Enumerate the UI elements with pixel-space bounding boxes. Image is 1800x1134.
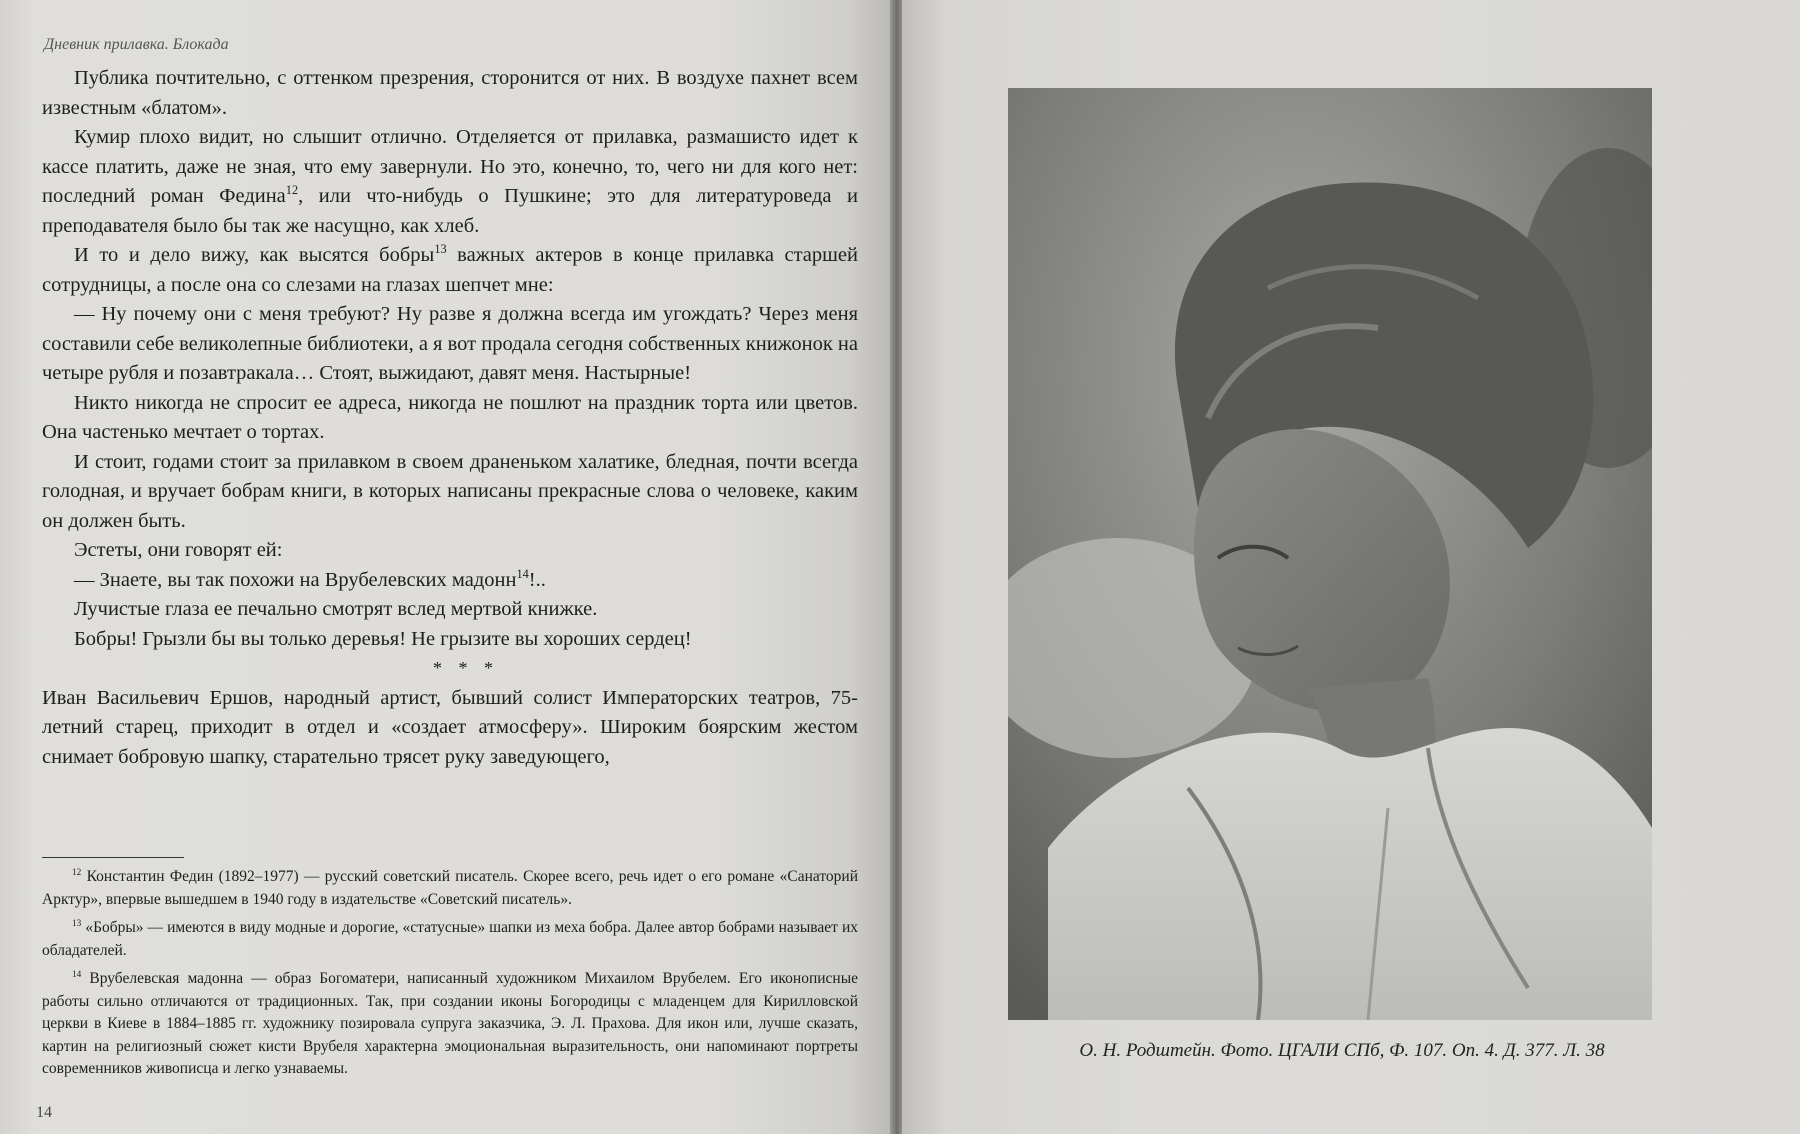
paragraph: Иван Васильевич Ершов, народный артист, бывший солист Императорских театров, 75-летний старец, приходит в отдел и «создает атмосферу». Широким боярским жестом снимает бобровую шапку, старательно трясет руку заведующего, [42, 686, 858, 768]
paragraph: Эстеты, они говорят ей: [74, 539, 283, 561]
footnote: $^{13}$ «Бобры» — имеются в виду модные и дорогие, «статусные» шапки из меха бобра. Далее автор бобрами называет их обладателей. [42, 918, 859, 959]
footnote-ref: 12 [285, 183, 299, 198]
footnote-rule [42, 857, 184, 858]
footnote-number: 13 [72, 918, 82, 929]
paragraph: Никто никогда не спросит ее адреса, никогда не пошлют на праздник торта или цветов. Она частенько мечтает о тортах. [42, 391, 858, 443]
paragraph: — Ну почему они с меня требуют? Ну разве я должна всегда им угождать? Через меня составили себе великолепные библиотеки, а я вот продала сегодня собственных книжонок на четыре рубля и позавтракала… Стоят, выжидают, давят меня. Настырные! [42, 303, 858, 384]
photo-caption: О. Н. Родштейн. Фото. ЦГАЛИ СПб, Ф. 107. Оп. 4. Д. 377. Л. 38 [1079, 1040, 1605, 1061]
footnotes [42, 866, 858, 1087]
footnote: $^{14}$ Врубелевская мадонна — образ Богоматери, написанный художником Михаилом Врубелем. Его иконописные работы сильно отличаются от традиционных. Так, при создании иконы Богородицы с младенцем для Кирилловской церкви в Киеве в 1884–1885 гг. художнику позировала супруга заказчика, Э. Л. Прахова. Для икон или, лучше сказать, картин на религиозный сюжет кисти Врубеля характерна эмоциональная выразительность, они напоминают портреты современников живописца и легко узнаваемы. [42, 969, 859, 1077]
footnote-ref: 14 [516, 566, 529, 581]
paragraph: Лучистые глаза ее печально смотрят вслед мертвой книжке. [74, 598, 598, 620]
footnote-ref: 13 [434, 242, 447, 257]
footnote: $^{12}$ Константин Федин (1892–1977) — русский советский писатель. Скорее всего, речь идет о его романе «Санаторий Арктур», впервые вышедшем в 1940 году в издательстве «Советский писатель». [42, 867, 859, 908]
running-head: Дневник прилавка. Блокада [44, 36, 229, 53]
main-text [42, 64, 858, 772]
section-separator: * * * [433, 658, 499, 678]
footnote-number: 14 [72, 969, 82, 980]
paragraph: Кумир плохо видит, но слышит отлично. Отделяется от прилавка, размашисто идет к кассе платить, даже не зная, что ему завернули. Но это, конечно, то, чего ни для кого нет: последний роман Федина$^{12}$, или что-нибудь о Пушкине; это для литературоведа и преподавателя было бы так же насущно, как хлеб. [42, 126, 858, 237]
portrait-photo [1008, 88, 1652, 1020]
paragraph: — Знаете, вы так похожи на Врубелевских мадонн$^{14}$!.. [74, 566, 546, 591]
paragraph: Бобры! Грызли бы вы только деревья! Не грызите вы хороших сердец! [74, 627, 692, 650]
portrait-image [1008, 88, 1652, 1020]
page-number: 14 [36, 1104, 52, 1121]
left-page [0, 0, 893, 1134]
footnote-number: 12 [72, 867, 82, 878]
paragraph: Публика почтительно, с оттенком презрения, сторонится от них. В воздухе пахнет всем известным «блатом». [42, 67, 858, 119]
paragraph: И то и дело вижу, как высятся бобры$^{13}$ важных актеров в конце прилавка старшей сотрудницы, а после она со слезами на глазах шепчет мне: [42, 242, 859, 296]
paragraph: И стоит, годами стоит за прилавком в своем драненьком халатике, бледная, почти всегда голодная, и вручает бобрам книги, в которых написаны прекрасные слова о человеке, каким он должен быть. [42, 450, 858, 532]
